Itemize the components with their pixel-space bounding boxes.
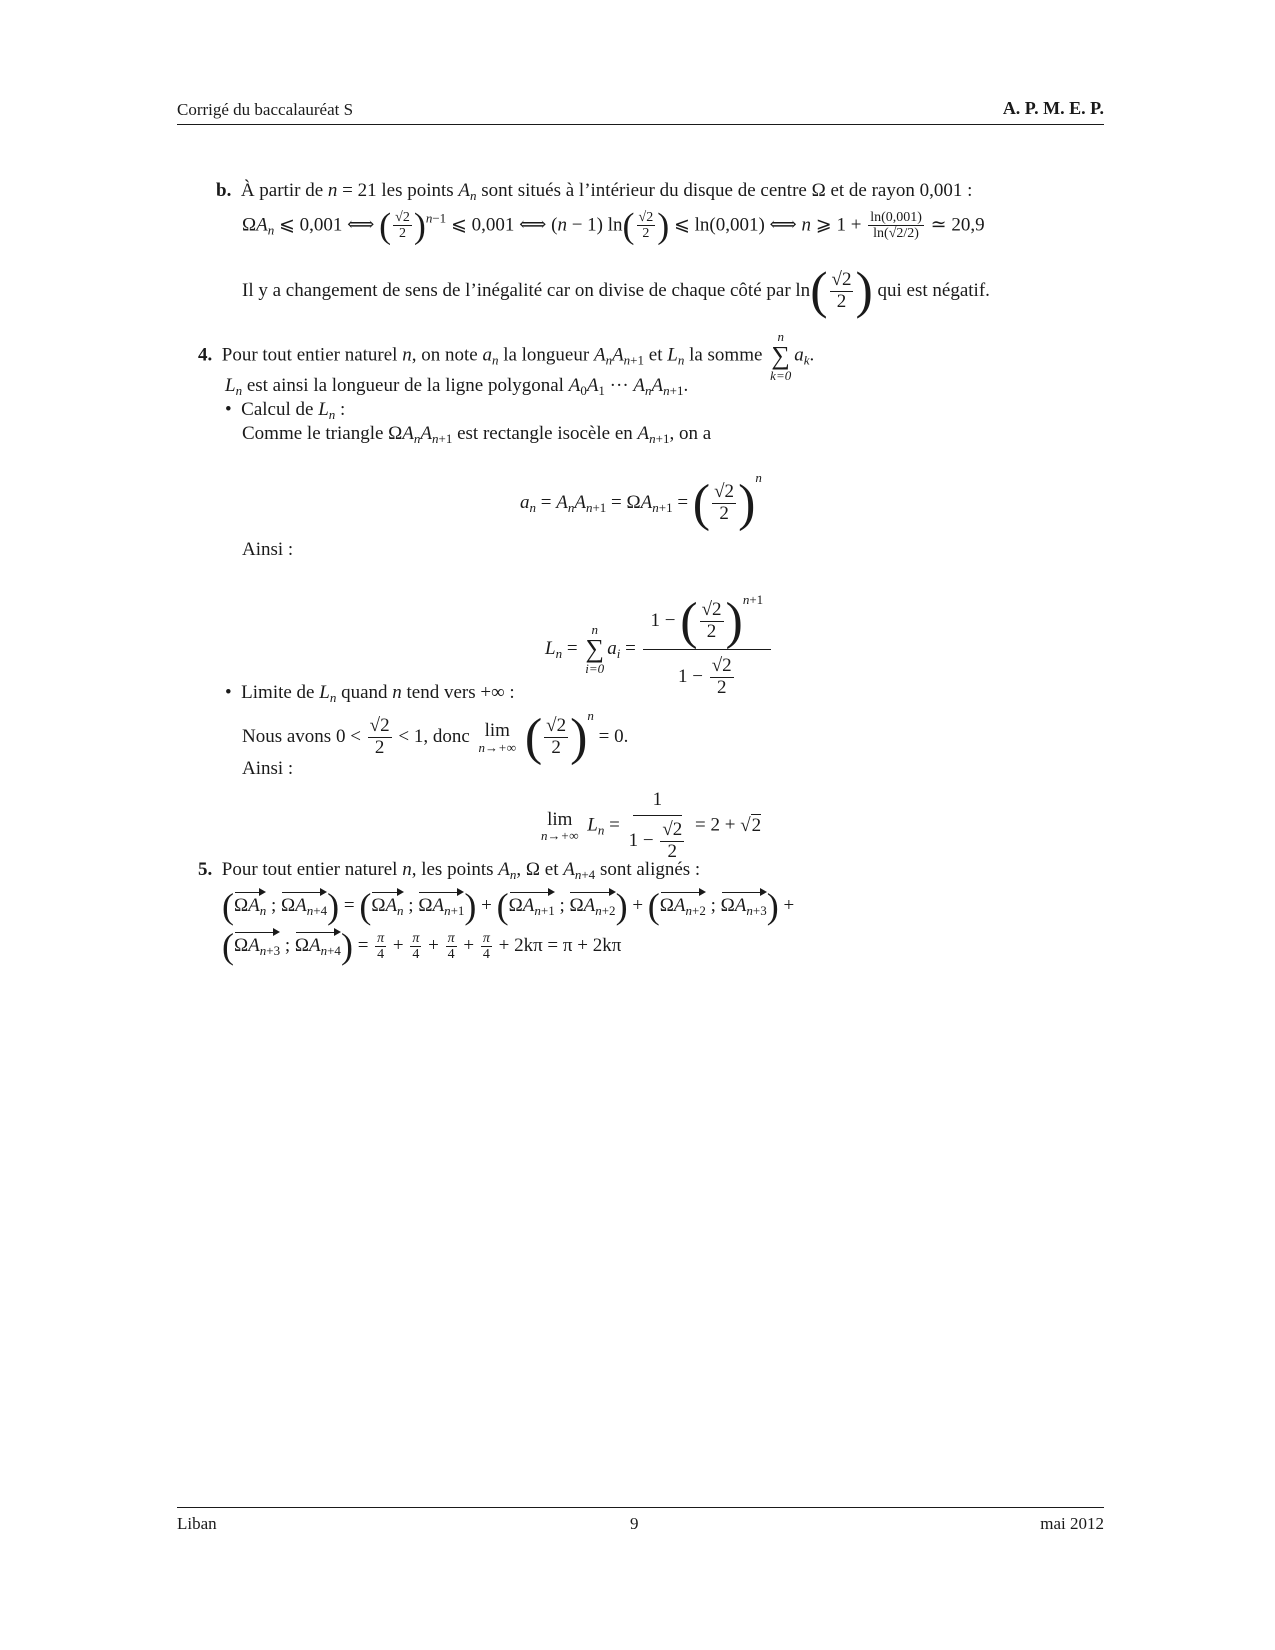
q4-limit-1: Limite de bbox=[241, 682, 315, 703]
b-intro: b. À partir de n = 21 les points $A_n$ sont situés à l’intérieur du disque de centre Ω et de rayon 0,001 : bbox=[216, 180, 973, 203]
b-text-2: les points bbox=[381, 180, 454, 201]
q4-donc: < 1, donc bbox=[398, 726, 470, 747]
q5-label: 5. bbox=[198, 859, 213, 880]
q4-result: = 2 + bbox=[695, 814, 736, 836]
q4-text-4: et bbox=[648, 344, 663, 366]
footer-rule bbox=[177, 1507, 1104, 1508]
q4-intro: 4. Pour tout entier naturel n, on note $a_n$ la longueur $A_nA_{n+1}$ et $L_n$ la somme n ∑ k=0 $a_k$. bbox=[198, 329, 815, 383]
q4-triangle-1: Comme le triangle bbox=[242, 423, 384, 444]
b-label: b. bbox=[216, 180, 232, 201]
q5-intro: 5. Pour tout entier naturel n, les points $A_n$, Ω et $A_{n+4}$ sont alignés : bbox=[198, 859, 701, 882]
q4-calc-title: • Calcul de $L_n$ : bbox=[225, 399, 346, 422]
q5-text-2: , les points bbox=[411, 859, 494, 880]
q4-triangle-3: , on a bbox=[669, 423, 712, 444]
q4-ainsi: Ainsi : bbox=[242, 539, 294, 560]
q4-text-2: , on note bbox=[411, 344, 478, 366]
q4-limit-title: • Limite de $L_n$ quand n tend vers +∞ : bbox=[225, 682, 515, 705]
header-right: A. P. M. E. P. bbox=[1002, 98, 1104, 118]
b-note: Il y a changement de sens de l’inégalité car on divise de chaque côté par ln( $\frac{√2}{2}$ ) qui est négatif. bbox=[242, 262, 990, 320]
b-note-2: qui est négatif. bbox=[877, 279, 990, 301]
q5-text-1: Pour tout entier naturel bbox=[221, 859, 398, 880]
q4-ln-desc: est ainsi la longueur de la ligne polygonal bbox=[246, 375, 564, 396]
q4-ln-formula: $L_n$ = n ∑ i=0 $a_i$ = 1 − ( $\frac{√2}{2}$ )$^{n+1}$ 1 − $\frac{√2}{2}$ bbox=[545, 600, 773, 699]
q4-calc-colon: : bbox=[335, 399, 346, 420]
q4-ln-text: $L_n$ est ainsi la longueur de la ligne polygonal $A_0A_1$ ··· $A_nA_{n+1}$. bbox=[225, 375, 689, 398]
header-rule bbox=[177, 124, 1104, 125]
q4-calc-label: Calcul de bbox=[241, 399, 314, 420]
q4-limit-3: tend vers +∞ : bbox=[406, 682, 515, 703]
b-equation: $\Omega A_n$ ⩽ 0,001 ⟺ ( $\frac{√2}{2}$ )$^{n-1}$ ⩽ 0,001 ⟺ (n − 1) ln( $\frac{√2}{2}$ ) ⩽ ln(0,001) ⟺ n ⩾ 1 + $\frac{\ln(0,001)}{\ln(√2/2)}$ ≃ 20,9 bbox=[242, 205, 985, 246]
q5-text-3: et bbox=[544, 859, 559, 880]
q4-eq0: = 0. bbox=[598, 726, 629, 747]
q4-limit-2: quand bbox=[341, 682, 388, 703]
b-note-1: Il y a changement de sens de l’inégalité car on divise de chaque côté par ln bbox=[242, 279, 811, 301]
q4-limit-result: lim n→+∞ $L_n$ = 1 1 − $\frac{√2}{2}$ = 2 + √2 bbox=[541, 789, 762, 862]
q4-triangle: Comme le triangle $\Omega A_nA_{n+1}$ est rectangle isocèle en $A_{n+1}$, on a bbox=[242, 423, 712, 446]
q5-angle-line-2: ($\Omega A_{n+3}$ ; $\Omega A_{n+4}$) = $\frac{\pi}{4}$ + $\frac{\pi}{4}$ + $\frac{\pi}{4}$ + $\frac{\pi}{4}$ + 2kπ = π + 2kπ bbox=[222, 926, 622, 967]
footer-left: Liban bbox=[177, 1514, 217, 1533]
q4-label: 4. bbox=[198, 344, 213, 366]
q4-nous: Nous avons 0 < bbox=[242, 726, 361, 747]
b-text-1: À partir de bbox=[240, 180, 324, 201]
q4-text-3: la longueur bbox=[503, 344, 590, 366]
q5-text-4: sont alignés : bbox=[599, 859, 701, 880]
q4-ainsi2: Ainsi : bbox=[242, 758, 294, 779]
q4-nous-avons: Nous avons 0 < $\frac{√2}{2}$ < 1, donc lim n→+∞ ( $\frac{√2}{2}$ )$^n$ = 0. bbox=[242, 708, 629, 766]
page-number: 9 bbox=[630, 1514, 639, 1533]
q4-an-formula: $a_n = A_nA_{n+1} = \Omega A_{n+1}$ = ( $\frac{√2}{2}$ )$^n$ bbox=[520, 470, 762, 532]
header-left: Corrigé du baccalauréat S bbox=[177, 100, 354, 119]
q4-text-5: la somme bbox=[689, 344, 763, 366]
b-approx: ≃ 20,9 bbox=[930, 214, 985, 236]
b-text-3: sont situés à l’intérieur du disque de centre Ω et de rayon 0,001 : bbox=[481, 180, 973, 201]
q4-text-1: Pour tout entier naturel bbox=[221, 344, 398, 366]
footer-right: mai 2012 bbox=[1040, 1514, 1104, 1533]
q5-angle-line-1: ($\Omega A_n$ ; $\Omega A_{n+4}) = (\Omega A_n$ ; $\Omega A_{n+1}) + (\Omega A_{n+1}$ ; $\Omega A_{n+2}) + (\Omega A_{n+2}$ ; $\Omega A_{n+3}$) + bbox=[222, 886, 795, 927]
q5-result: + 2kπ = π + 2kπ bbox=[498, 935, 622, 956]
q4-triangle-2: est rectangle isocèle en bbox=[457, 423, 633, 444]
